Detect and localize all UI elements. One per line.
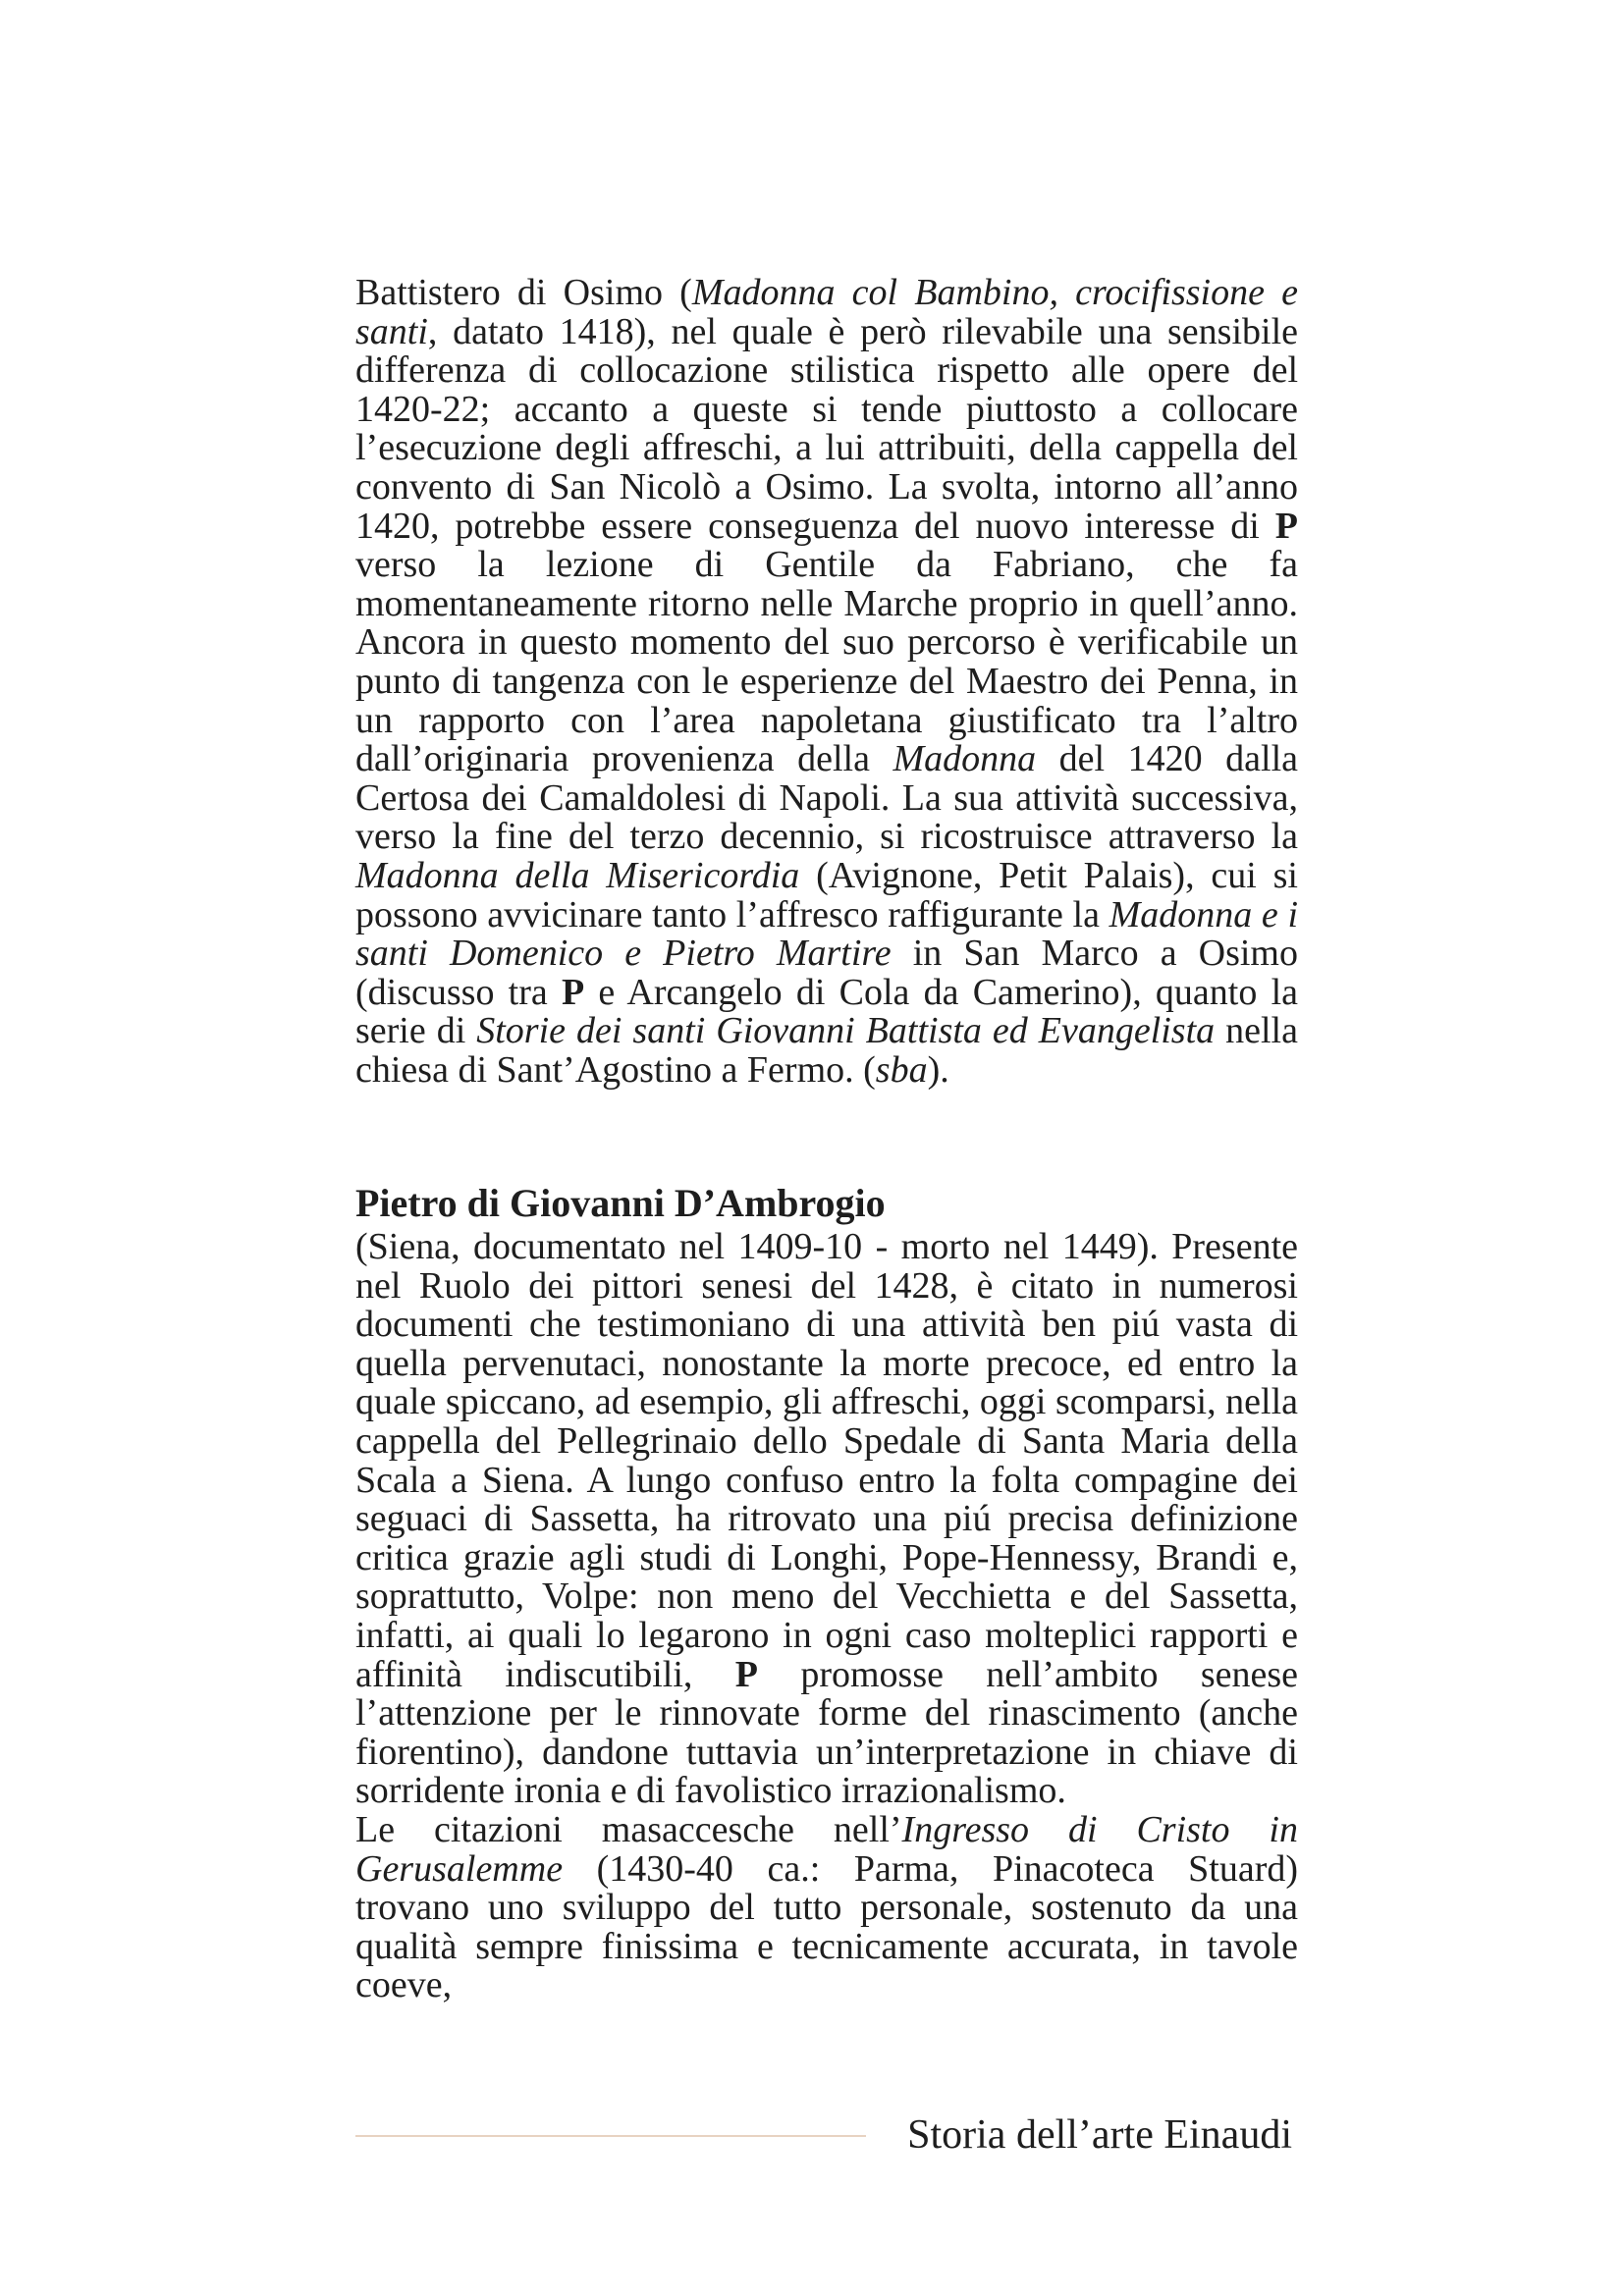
entry-heading: Pietro di Giovanni D’Ambrogio bbox=[355, 1181, 886, 1225]
artist-initial: P bbox=[1274, 505, 1298, 547]
footer-rule bbox=[355, 2135, 866, 2137]
artist-initial: P bbox=[561, 971, 585, 1013]
continuation-paragraph bbox=[355, 274, 1298, 1090]
artwork-title: Ingresso di Cristo in Gerusalemme bbox=[355, 1808, 1298, 1890]
artwork-title: Storie dei santi Giovanni Battista ed Evangelista bbox=[476, 1010, 1216, 1052]
continuation-text: Battistero di Osimo (Madonna col Bambino, crocifissione e santi, datato 1418), nel quale è però rilevabile una sensibile differenza di collocazione stilistica rispetto alle opere del 1420-22; accanto a queste si tende piuttosto a collocare l’esecuzione degli affreschi, a lui attribuiti, della cappella del convento di San Nicolò a Osimo. La svolta, intorno all’anno 1420, potrebbe essere conseguenza del nuovo interesse di P verso la lezione di Gentile da Fabriano, che fa momentaneamente ritorno nelle Marche proprio in quell’anno. Ancora in questo momento del suo percorso è verificabile un punto di tangenza con le esperienze del Maestro dei Penna, in un rapporto con l’area napoletana giustificato tra l’altro dall’originaria provenienza della Madonna del 1420 dalla Certosa dei Camaldolesi di Napoli. La sua attività successiva, verso la fine del terzo decennio, si ricostruisce attraverso la Madonna della Misericordia (Avignone, Petit Palais), cui si possono avvicinare tanto l’affresco raffigurante la Madonna e i santi Domenico e Pietro Martire in San Marco a Osimo (discusso tra P e Arcangelo di Cola da Camerino), quanto la serie di Storie dei santi Giovanni Battista ed Evangelista nella chiesa di Sant’Agostino a Fermo. (sba). bbox=[355, 272, 1298, 1091]
footer-title: Storia dell’arte Einaudi bbox=[907, 2112, 1292, 2158]
artist-initial: P bbox=[734, 1653, 758, 1695]
artwork-title: Madonna bbox=[893, 738, 1037, 780]
artwork-title: Madonna della Misericordia bbox=[355, 854, 800, 896]
artwork-title: Madonna e i santi Domenico e Pietro Martire bbox=[355, 893, 1298, 975]
entry-body bbox=[355, 1228, 1298, 2005]
author-signature: sba bbox=[875, 1048, 928, 1091]
artwork-title: Madonna col Bambino, crocifissione e santi bbox=[355, 272, 1298, 352]
entry-paragraph-2: Le citazioni masaccesche nell’Ingresso di Cristo in Gerusalemme (1430-40 ca.: Parma, Pinacoteca Stuard) trovano uno sviluppo del tutto personale, sostenuto da una qualità sempre finissima e tecnicamente accurata, in tavole coeve, bbox=[355, 1808, 1298, 2006]
entry-paragraph-1: (Siena, documentato nel 1409-10 - morto nel 1449). Presente nel Ruolo dei pittori senesi del 1428, è citato in numerosi documenti che testimoniano di una attività ben piú vasta di quella pervenutaci, nonostante la morte precoce, ed entro la quale spiccano, ad esempio, gli affreschi, oggi scomparsi, nella cappella del Pellegrinaio dello Spedale di Santa Maria della Scala a Siena. A lungo confuso entro la folta compagine dei seguaci di Sassetta, ha ritrovato una piú precisa definizione critica grazie agli studi di Longhi, Pope-Hennessy, Brandi e, soprattutto, Volpe: non meno del Vecchietta e del Sassetta, infatti, ai quali lo legarono in ogni caso molteplici rapporti e affinità indiscutibili, P promosse nell’ambito senese l’attenzione per le rinnovate forme del rinascimento (anche fiorentino), dandone tuttavia un’interpretazione in chiave di sorridente ironia e di favolistico irrazionalismo. bbox=[355, 1226, 1298, 1812]
